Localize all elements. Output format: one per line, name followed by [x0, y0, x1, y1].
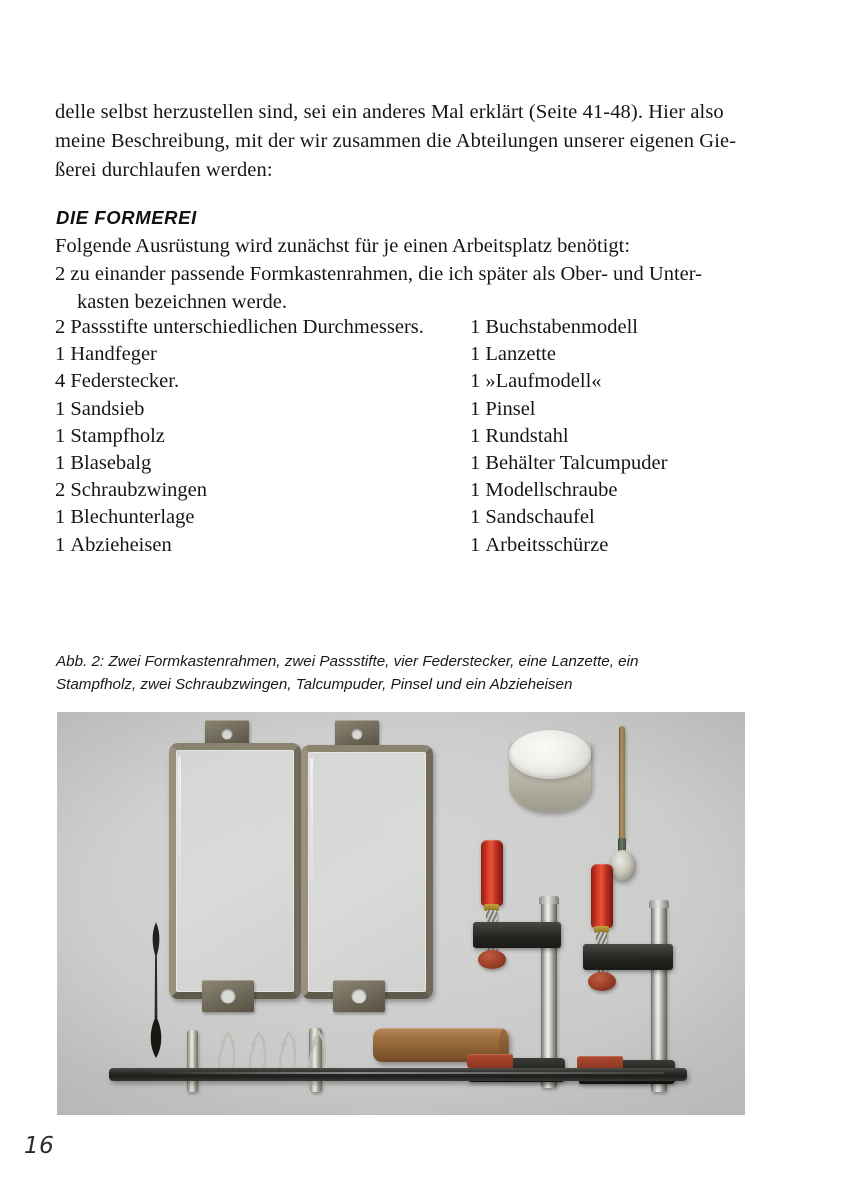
list-item: [470, 423, 800, 450]
item-qty: 1: [470, 506, 486, 529]
schraubzwinge-left: [461, 840, 571, 1090]
schraubzwinge-right-upper-jaw: [583, 944, 673, 970]
federstecker-3-shape: [273, 1028, 305, 1100]
item-label: Blechunterlage: [70, 506, 195, 529]
schraubzwinge-right-bar-top: [649, 900, 669, 908]
schraubzwinge-left-pad: [467, 1054, 513, 1068]
schraubzwinge-right-foot: [588, 972, 616, 991]
frame-right-top-lug: [335, 720, 379, 748]
list-item: [470, 477, 800, 504]
item-qty: 1: [55, 397, 71, 420]
frame-left-bottom-lug: [202, 980, 254, 1012]
list-item: [470, 532, 800, 559]
list-item: [55, 423, 455, 450]
federstecker-4: [303, 1028, 335, 1100]
abzieheisen-highlight: [144, 1072, 664, 1074]
federstecker-4-shape: [303, 1028, 335, 1100]
section-heading: DIE FORMEREI: [56, 207, 197, 228]
federstecker-3: [273, 1028, 305, 1100]
lanzette: [143, 920, 169, 1060]
talcumpuder-behaelter: [509, 730, 591, 812]
item-label: Rundstahl: [485, 424, 569, 447]
item-qty: 1: [470, 343, 486, 366]
list-item: [55, 341, 455, 368]
frame-left-bottom-hole: [221, 989, 236, 1004]
federstecker-1-shape: [212, 1028, 244, 1100]
item-label: Sandsieb: [70, 397, 145, 420]
list-item: [470, 504, 800, 531]
list-item: [55, 477, 455, 504]
intro-paragraph: [55, 98, 755, 185]
federstecker-2-shape: [243, 1028, 275, 1100]
schraubzwinge-right: [569, 864, 681, 1092]
equipment-list-left: [55, 314, 455, 559]
item-qty: 1: [470, 397, 486, 420]
frame-right-body: [301, 745, 433, 999]
schraubzwinge-left-handle: [481, 840, 503, 906]
pinsel-handle: [619, 726, 625, 844]
item-qty: 1: [470, 424, 486, 447]
frame-right-highlight: [310, 758, 313, 907]
list-item: [470, 368, 800, 395]
item-label: Pinsel: [485, 397, 536, 420]
item-label: Handfeger: [70, 343, 157, 366]
item-label: Sandschaufel: [485, 506, 595, 529]
list-item: [470, 396, 800, 423]
federstecker-2: [243, 1028, 275, 1100]
formkastenrahmen-line-2: kasten bezeichnen werde.: [77, 291, 288, 313]
item-qty: 2: [55, 316, 71, 338]
frame-left-highlight: [178, 756, 181, 906]
item-qty: 1: [470, 479, 486, 502]
list-item: [55, 314, 455, 341]
intro-line-3: ßerei durchlaufen werden:: [55, 159, 273, 181]
schraubzwinge-left-upper-jaw: [473, 922, 561, 948]
list-item: [55, 368, 455, 395]
item-qty: 1: [470, 370, 486, 393]
item-label: Modellschraube: [485, 479, 618, 502]
item-label: Federstecker.: [70, 370, 180, 393]
equipment-list-right: [470, 314, 800, 559]
item-label: Schraubzwingen: [70, 479, 207, 502]
page-number: 16: [24, 1133, 55, 1159]
list-item: [470, 450, 800, 477]
item-label: Blasebalg: [70, 452, 152, 475]
item-qty: 1: [55, 424, 71, 447]
lanzette-shape: [143, 920, 169, 1060]
list-item: [55, 504, 455, 531]
item-qty: 1: [470, 452, 486, 475]
abzieheisen: [109, 1068, 687, 1081]
schraubzwinge-right-handle: [591, 864, 613, 928]
item-qty: 1: [470, 533, 486, 556]
list-item: [55, 532, 455, 559]
intro-line-2: meine Beschreibung, mit der wir zusammen die Abteilungen unserer eigenen Gie-: [55, 130, 737, 152]
item-label: Arbeitsschürze: [485, 533, 609, 556]
item-qty: 4: [55, 370, 71, 393]
item-label: Passstifte unterschiedlichen Durchmessers.: [70, 316, 424, 338]
frame-left-body: [169, 743, 301, 999]
figure-photo: [57, 712, 745, 1115]
item-label: Abzieheisen: [70, 533, 172, 556]
figure-caption: [56, 650, 756, 696]
item-qty: 2: [55, 479, 71, 502]
pinsel: [619, 726, 649, 886]
list-item: [55, 450, 455, 477]
frame-right-bottom-lug: [333, 980, 385, 1012]
frame-right-bottom-hole: [352, 989, 367, 1004]
passstift-thin: [187, 1030, 198, 1092]
schraubzwinge-left-bar-top: [539, 896, 559, 904]
item-qty: 1: [470, 316, 486, 338]
figure-caption-line-1: Abb. 2: Zwei Formkastenrahmen, zwei Passstifte, vier Federstecker, eine Lanzette, ein: [56, 653, 639, 670]
item-label: Lanzette: [485, 343, 556, 366]
item-label: »Laufmodell«: [485, 370, 602, 393]
figure-caption-line-2: Stampfholz, zwei Schraubzwingen, Talcumpuder, Pinsel und ein Abzieheisen: [56, 676, 573, 693]
item-qty: 1: [55, 506, 71, 529]
federstecker-1: [212, 1028, 244, 1100]
list-item: [470, 314, 800, 341]
intro-line-1: delle selbst herzustellen sind, sei ein anderes Mal erklärt (Seite 41-48). Hier also: [55, 101, 724, 123]
list-item: [55, 396, 455, 423]
item-label: Stampfholz: [70, 424, 165, 447]
item-qty: 1: [55, 533, 71, 556]
list-item: [470, 341, 800, 368]
frame-left-top-hole: [222, 729, 233, 740]
item-label: Behälter Talcumpuder: [485, 452, 668, 475]
item-qty: 1: [55, 452, 71, 475]
formkastenrahmen-line-1: 2 zu einander passende Formkastenrahmen, die ich später als Ober- und Unter-: [55, 263, 702, 285]
item-label: Buchstabenmodell: [485, 316, 638, 338]
section-lead-text: Folgende Ausrüstung wird zunächst für je einen Arbeitsplatz benötigt:: [55, 235, 631, 257]
talcumpuder-lid: [509, 730, 591, 779]
frame-right-top-hole: [352, 729, 363, 740]
schraubzwinge-left-foot: [478, 950, 506, 969]
item-qty: 1: [55, 343, 71, 366]
equipment-entry-formkastenrahmen: [55, 260, 755, 316]
